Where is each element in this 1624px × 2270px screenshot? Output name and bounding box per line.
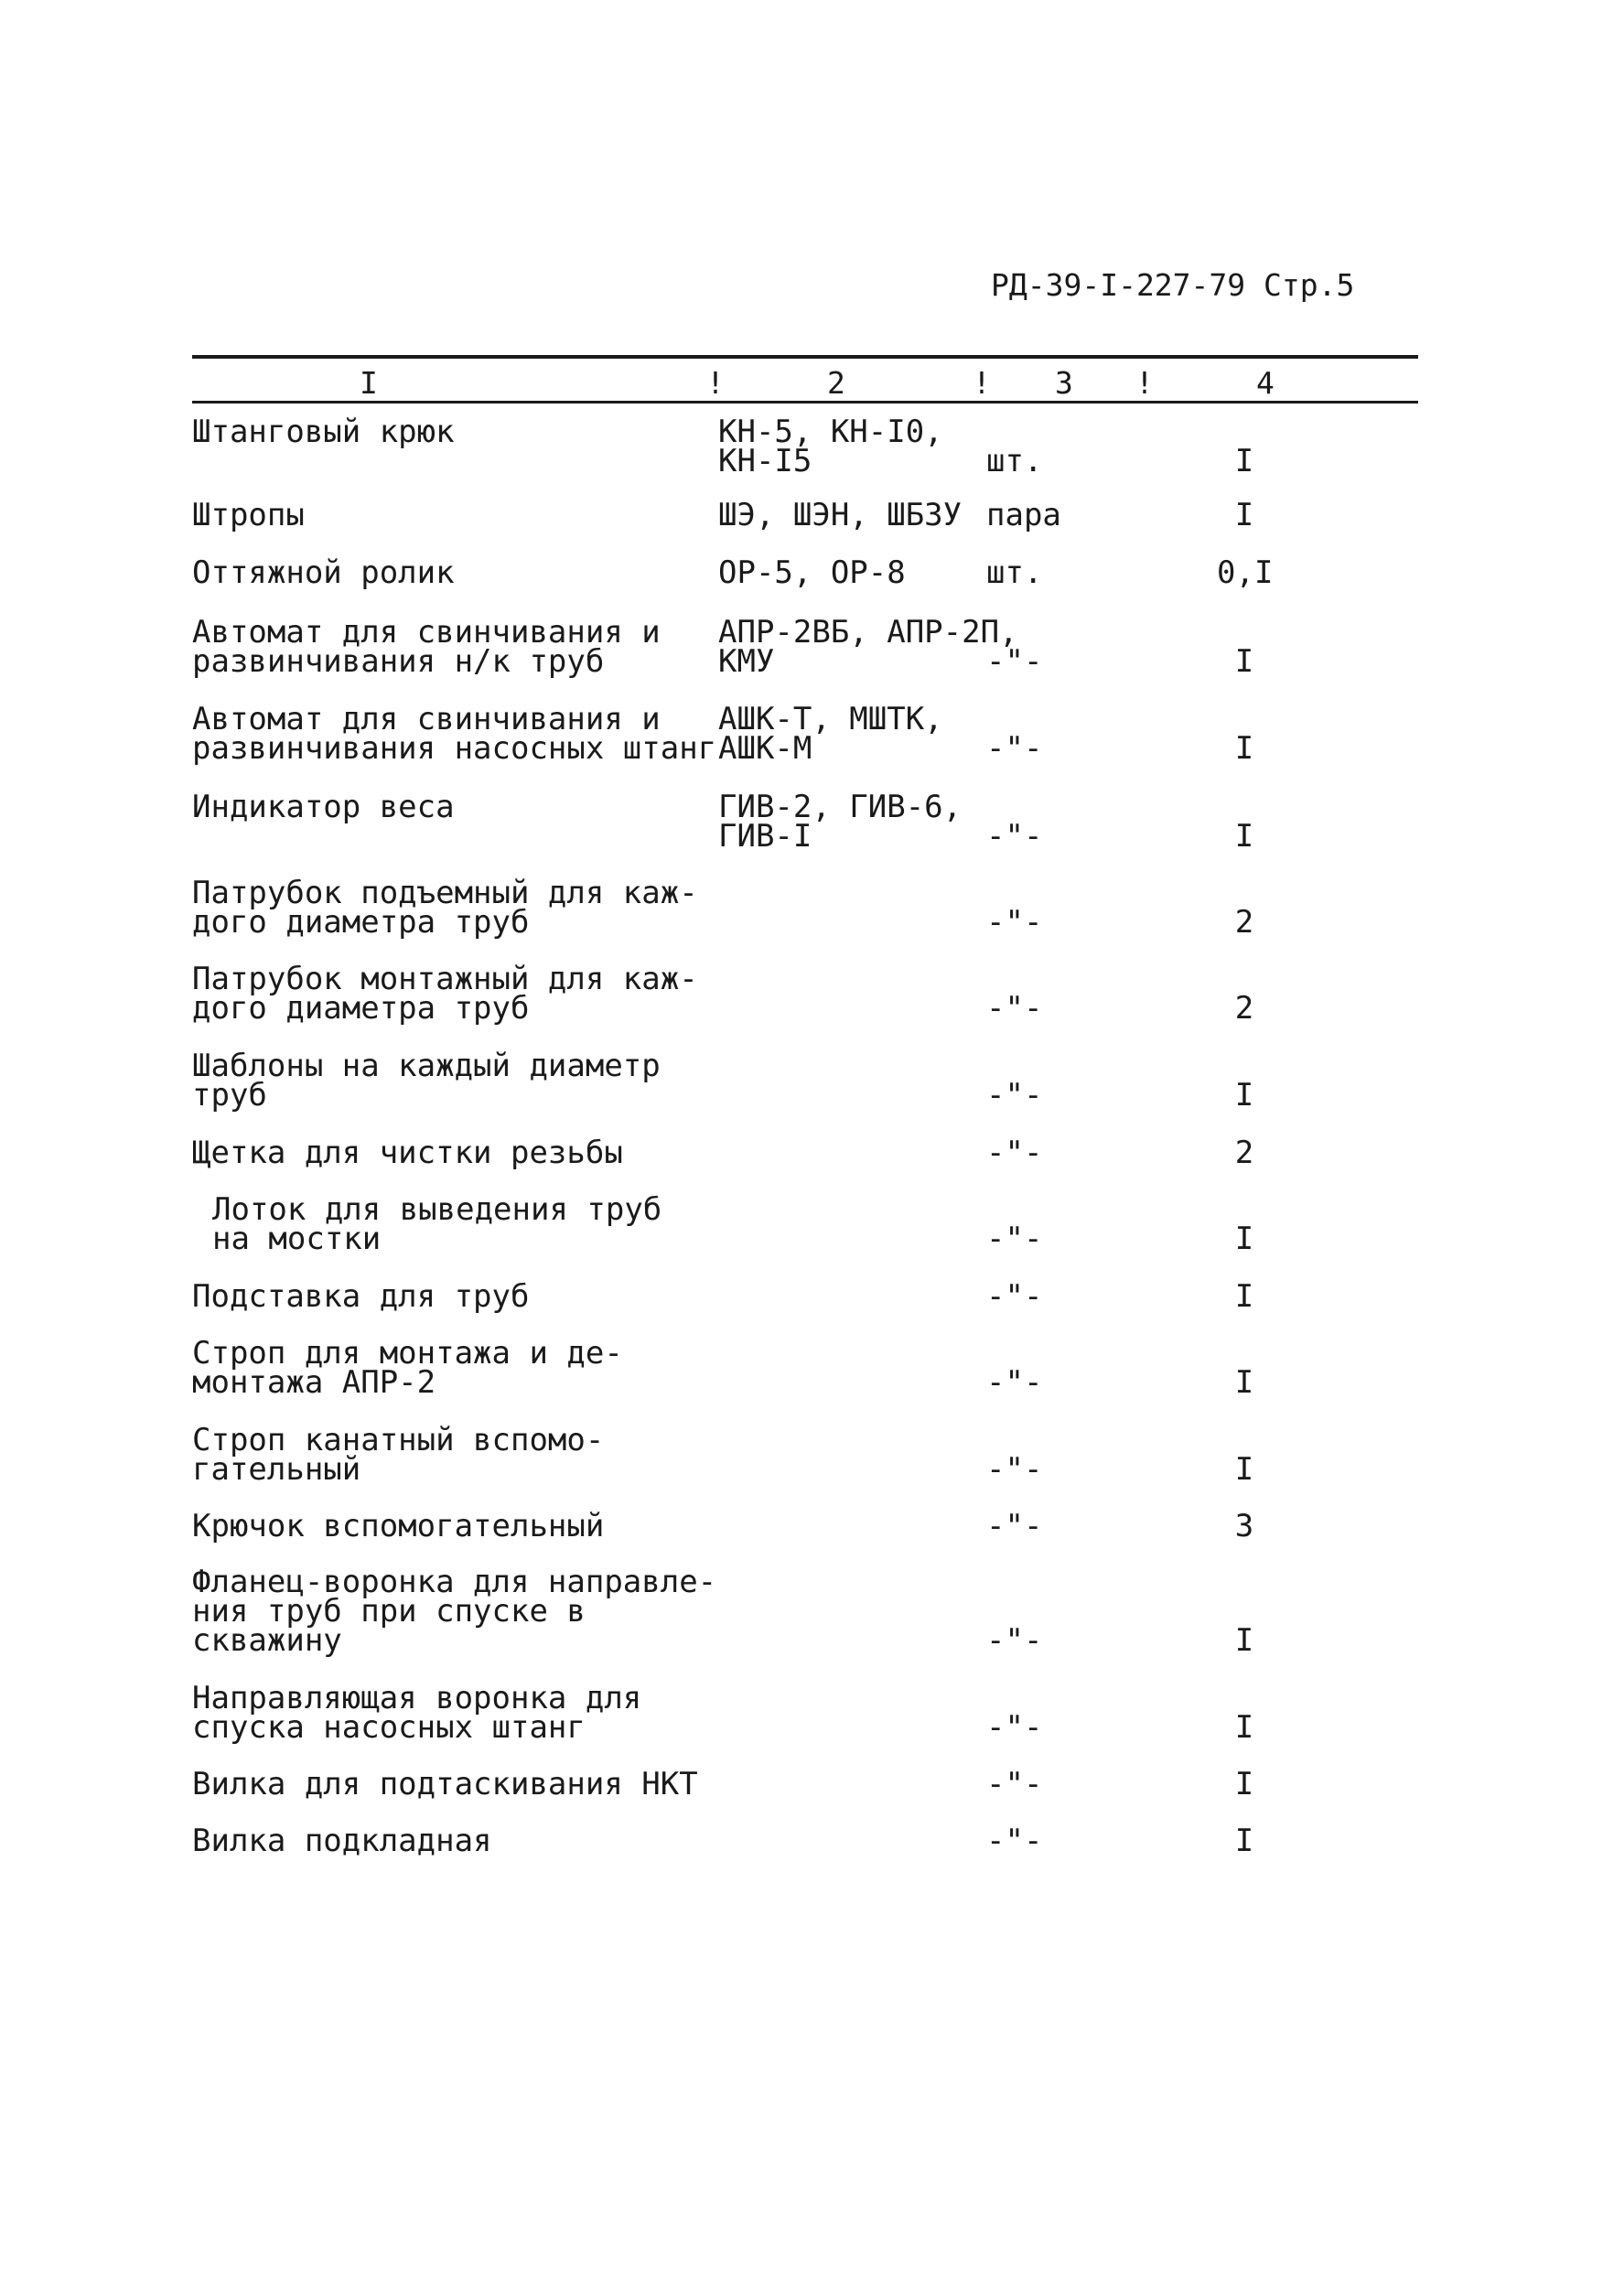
row-item-name: Индикатор веса (192, 789, 455, 825)
row-item-unit: -"- (986, 1766, 1043, 1802)
row-item-quantity: I (1234, 643, 1254, 680)
row-item-unit: -"- (986, 730, 1043, 767)
row-item-quantity: I (1234, 1766, 1254, 1802)
row-item-type: АПР-2ВБ, АПР-2П, (718, 614, 1018, 651)
row-item-type: КМУ (718, 643, 775, 680)
row-item-type: АШК-М (718, 730, 812, 767)
row-item-type: КН-5, КН-I0, (718, 414, 943, 450)
row-item-quantity: 2 (1234, 904, 1254, 941)
row-item-name: гательный (192, 1451, 361, 1488)
row-item-quantity: I (1234, 1221, 1254, 1257)
row-item-unit: -"- (986, 1221, 1043, 1257)
row-item-name: Фланец-воронка для направле- (192, 1564, 717, 1600)
row-item-name: Патрубок монтажный для каж- (192, 961, 698, 997)
header-col-4: 4 (1256, 365, 1274, 401)
row-item-name: спуска насосных штанг (192, 1709, 586, 1746)
row-item-name: развинчивания насосных штанг (192, 730, 717, 767)
row-item-unit: -"- (986, 1823, 1043, 1859)
row-item-name: Направляющая воронка для (192, 1680, 642, 1716)
row-item-name: Щетка для чистки резьбы (192, 1135, 623, 1171)
row-item-name: Крючок вспомогательный (192, 1508, 605, 1544)
row-item-unit: -"- (986, 818, 1043, 855)
row-item-unit: -"- (986, 1622, 1043, 1659)
row-item-quantity: I (1234, 818, 1254, 855)
row-item-quantity: I (1234, 1709, 1254, 1746)
row-item-unit: -"- (986, 1077, 1043, 1113)
row-item-unit: -"- (986, 1278, 1043, 1315)
table-top-rule (192, 355, 1418, 359)
row-item-quantity: 2 (1234, 990, 1254, 1027)
header-col-2: 2 (827, 365, 845, 401)
row-item-name: Подставка для труб (192, 1278, 530, 1315)
row-item-quantity: I (1234, 1278, 1254, 1315)
row-item-type: ГИВ-I (718, 818, 812, 855)
row-item-name: Строп канатный вспомо- (192, 1422, 605, 1458)
row-item-name: Шаблоны на каждый диаметр (192, 1048, 661, 1084)
row-item-quantity: I (1234, 1823, 1254, 1859)
row-item-type: ГИВ-2, ГИВ-6, (718, 789, 963, 825)
row-item-type: АШК-Т, МШТК, (718, 701, 943, 737)
row-item-quantity: I (1234, 497, 1254, 533)
row-item-type: ОР-5, ОР-8 (718, 554, 906, 591)
row-item-name: Оттяжной ролик (192, 554, 455, 591)
row-item-type: ШЭ, ШЭН, ШБЗУ (718, 497, 963, 533)
row-item-name: дого диаметра труб (192, 904, 530, 941)
header-separator: ! (973, 365, 991, 401)
header-col-1: I (360, 365, 378, 401)
row-item-name: Вилка для подтаскивания НКТ (192, 1766, 698, 1802)
row-item-quantity: I (1234, 1451, 1254, 1488)
row-item-unit: -"- (986, 904, 1043, 941)
row-item-unit: пара (986, 497, 1061, 533)
row-item-unit: шт. (986, 554, 1043, 591)
row-item-name: развинчивания н/к труб (192, 643, 605, 680)
row-item-quantity: I (1234, 1364, 1254, 1401)
row-item-type: КН-I5 (718, 443, 812, 479)
row-item-name: Автомат для свинчивания и (192, 701, 661, 737)
header-separator: ! (706, 365, 725, 401)
row-item-name: монтажа АПР-2 (192, 1364, 436, 1401)
row-item-unit: -"- (986, 1135, 1043, 1171)
row-item-name: на мостки (212, 1221, 382, 1257)
row-item-name: ния труб при спуске в (192, 1593, 586, 1630)
row-item-unit: шт. (986, 443, 1043, 479)
row-item-quantity: I (1234, 1077, 1254, 1113)
row-item-name: Патрубок подъемный для каж- (192, 875, 698, 911)
row-item-unit: -"- (986, 1364, 1043, 1401)
row-item-quantity: 2 (1234, 1135, 1254, 1171)
row-item-quantity: I (1234, 1622, 1254, 1659)
row-item-quantity: 3 (1234, 1508, 1254, 1544)
row-item-unit: -"- (986, 990, 1043, 1027)
row-item-name: скважину (192, 1622, 342, 1659)
row-item-name: Строп для монтажа и де- (192, 1335, 623, 1372)
table-header-rule (192, 401, 1418, 403)
row-item-name: Лоток для выведения труб (212, 1191, 662, 1228)
row-item-unit: -"- (986, 1709, 1043, 1746)
row-item-name: труб (192, 1077, 267, 1113)
row-item-quantity: I (1234, 730, 1254, 767)
row-item-unit: -"- (986, 1451, 1043, 1488)
header-col-3: 3 (1055, 365, 1073, 401)
row-item-quantity: 0,I (1217, 554, 1274, 591)
document-code: РД-39-I-227-79 Стр.5 (991, 267, 1355, 303)
header-separator: ! (1135, 365, 1154, 401)
row-item-quantity: I (1234, 443, 1254, 479)
row-item-name: дого диаметра труб (192, 990, 530, 1027)
row-item-name: Штропы (192, 497, 305, 533)
row-item-name: Вилка подкладная (192, 1823, 492, 1859)
row-item-unit: -"- (986, 1508, 1043, 1544)
row-item-name: Автомат для свинчивания и (192, 614, 661, 651)
row-item-name: Штанговый крюк (192, 414, 455, 450)
row-item-unit: -"- (986, 643, 1043, 680)
